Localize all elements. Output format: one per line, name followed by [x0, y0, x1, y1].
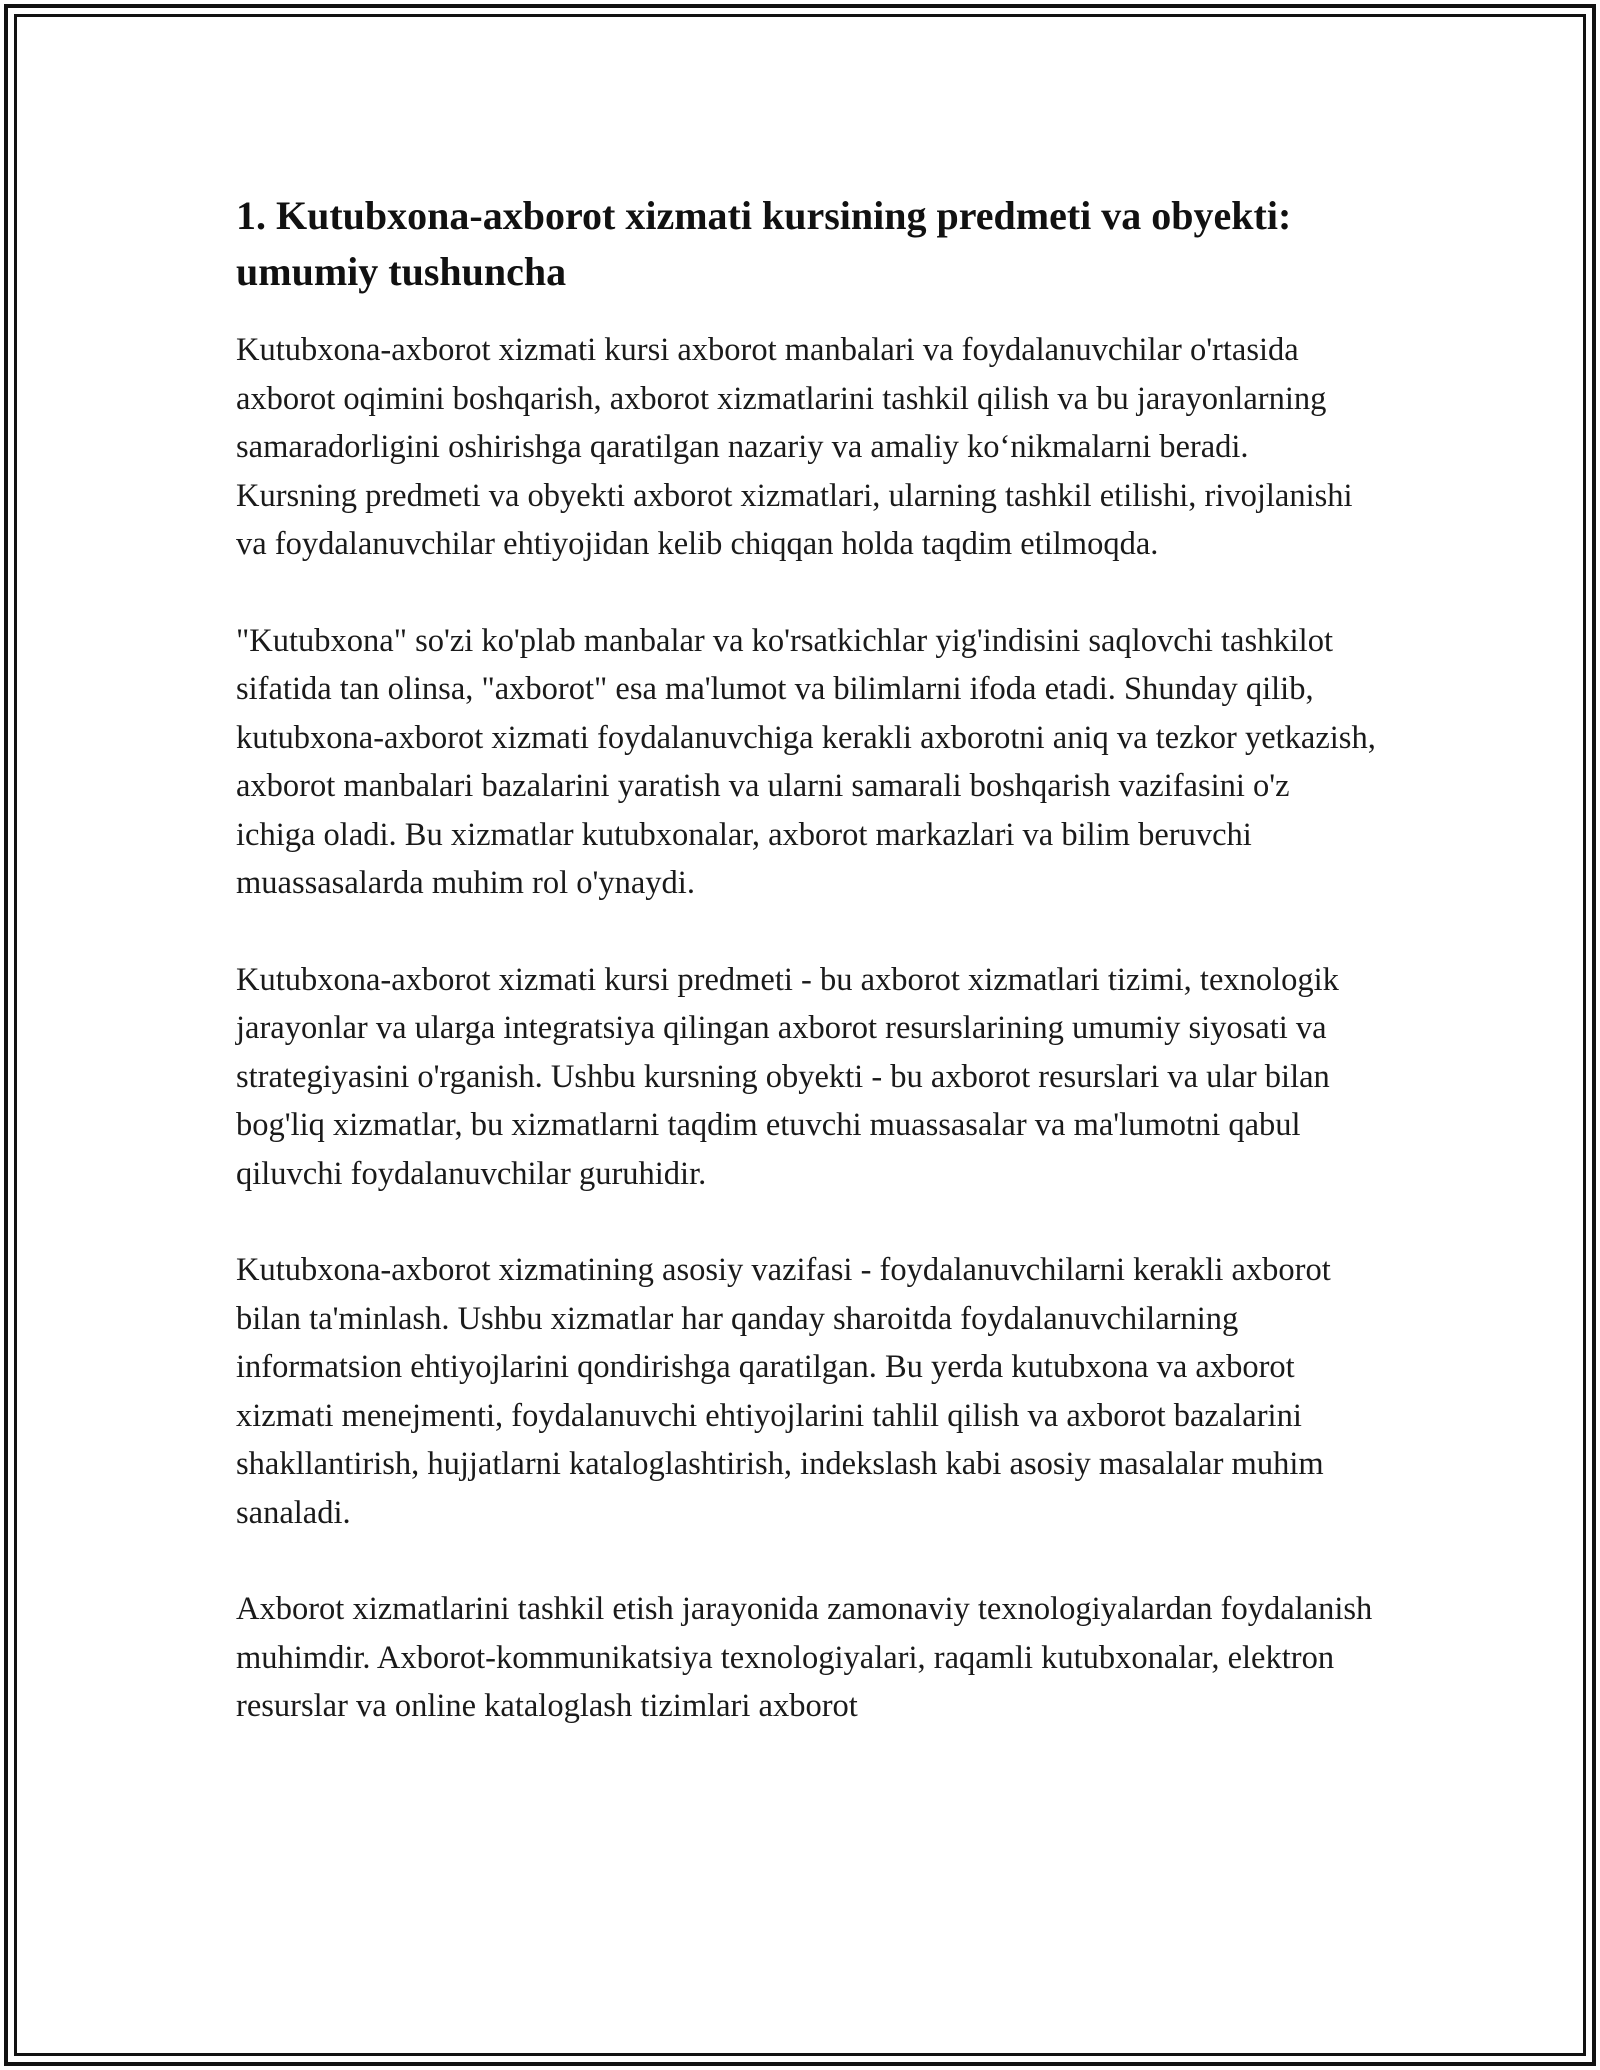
paragraph-2: "Kutubxona" so'zi ko'plab manbalar va ko'rsatkichlar yig'indisini saqlovchi tashkilot sifatida tan olinsa, "axborot" esa ma'lumot va bilimlarni ifoda etadi. Shunday qilib, kutubxona-axborot xizmati foydalanuvchiga kerakli axborotni aniq va tezkor yetkazish, axborot manbalari bazalarini yaratish va ularni samarali boshqarish vazifasini o'z ichiga oladi. Bu xizmatlar kutubxonalar, axborot markazlari va bilim beruvchi muassasalarda muhim rol o'ynaydi. [236, 622, 1376, 901]
section-heading: 1. Kutubxona-axborot xizmati kursining predmeti va obyekti: umumiy tushuncha [236, 193, 1292, 294]
paragraph-5: Axborot xizmatlarini tashkil etish jarayonida zamonaviy texnologiyalardan foydalanish muhimdir. Axborot-kommunikatsiya texnologiyalari, raqamli kutubxonalar, elektron resurslar va online kataloglash tizimlari axborot [236, 1591, 1373, 1724]
paragraph-3: Kutubxona-axborot xizmati kursi predmeti - bu axborot xizmatlari tizimi, texnologik jarayonlar va ularga integratsiya qilingan axborot resurslarining umumiy siyosati va strategiyasini o'rganish. Ushbu kursning obyekti - bu axborot resurslari va ular bilan bog'liq xizmatlar, bu xizmatlarni taqdim etuvchi muassasalar va ma'lumotni qabul qiluvchi foydalanuvchilar guruhidir. [236, 961, 1339, 1192]
paragraph-4: Kutubxona-axborot xizmatining asosiy vazifasi - foydalanuvchilarni kerakli axborot bilan ta'minlash. Ushbu xizmatlar har qanday sharoitda foydalanuvchilarning informatsion ehtiyojlarini qondirishga qaratilgan. Bu yerda kutubxona va axborot xizmati menejmenti, foydalanuvchi ehtiyojlarini tahlil qilish va axborot bazalarini shakllantirish, hujjatlarni kataloglashtirish, indekslash kabi asosiy masalalar muhim sanaladi. [236, 1252, 1331, 1531]
paragraph-1: Kutubxona-axborot xizmati kursi axborot manbalari va foydalanuvchilar o'rtasida axborot oqimini boshqarish, axborot xizmatlarini tashkil qilish va bu jarayonlarning samaradorligini oshirishga qaratilgan nazariy va amaliy ko‘nikmalarni beradi. Kursning predmeti va obyekti axborot xizmatlari, ularning tashkil etilishi, rivojlanishi va foydalanuvchilar ehtiyojidan kelib chiqqan holda taqdim etilmoqda. [236, 332, 1353, 562]
document-body [236, 188, 1376, 1779]
